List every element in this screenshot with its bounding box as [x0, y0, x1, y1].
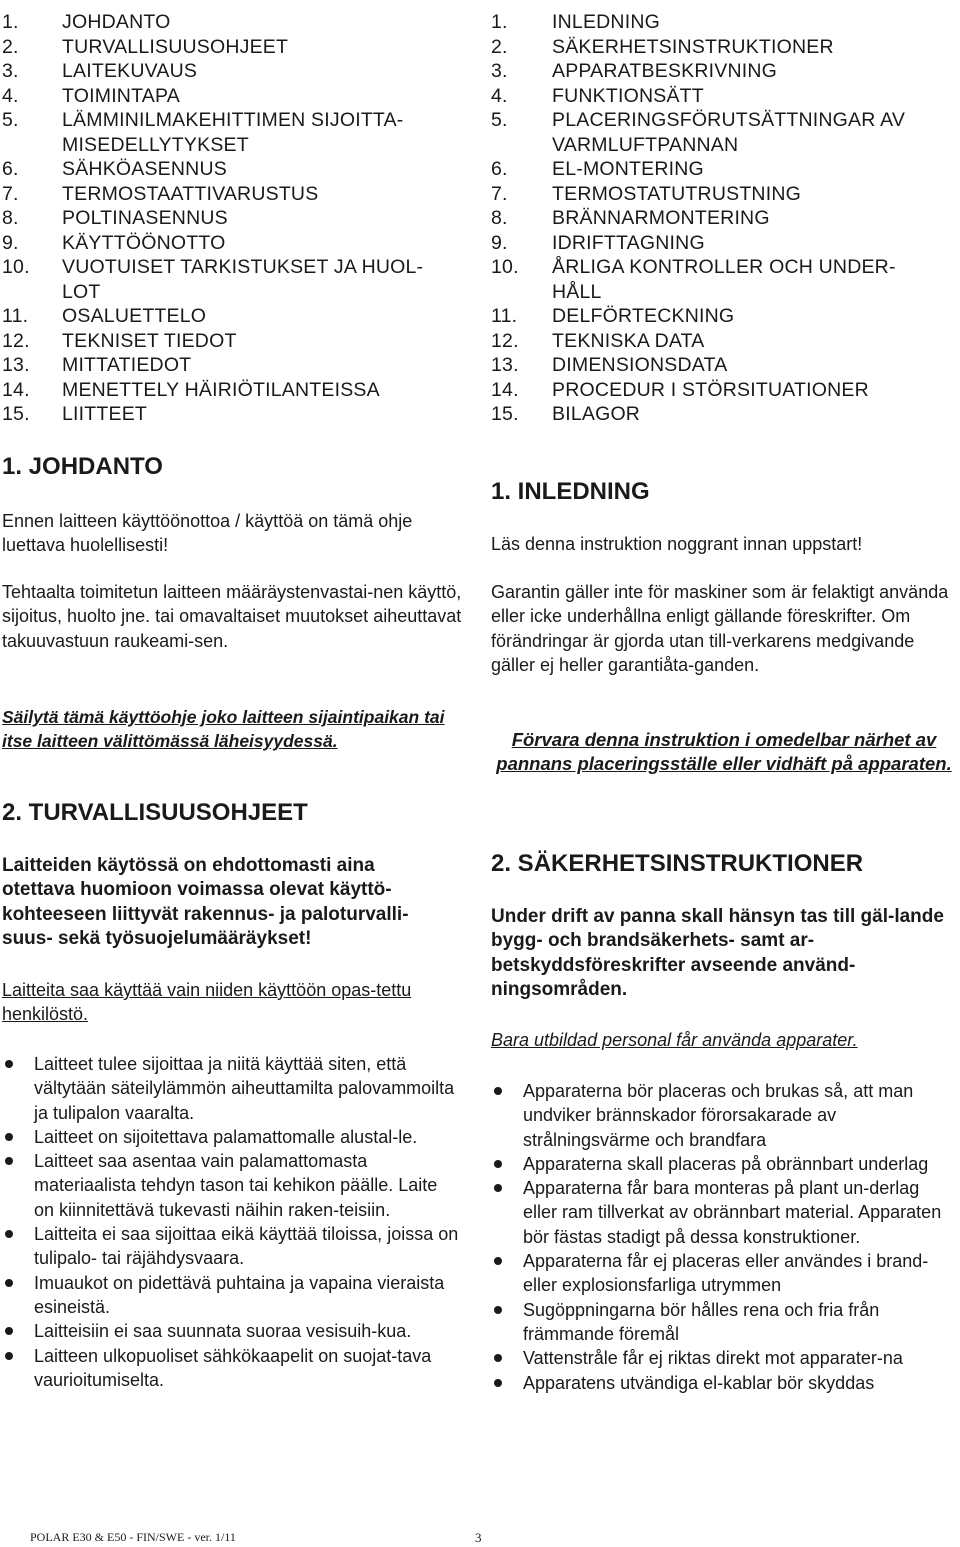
- trained-personnel-note: Bara utbildad personal får använda apparater.: [491, 1030, 858, 1050]
- toc-label: DIMENSIONSDATA: [552, 354, 728, 376]
- toc-number: 9.: [2, 231, 19, 254]
- toc-item: [491, 402, 905, 427]
- list-item: Apparaterna får bara monteras på plant un-derlag eller ram tillverkat av obrännbart material. Apparaten bör fästas stadigt på dessa konstruktioner.: [491, 1176, 953, 1249]
- toc-item: [491, 84, 905, 109]
- toc-number: 11.: [491, 305, 518, 327]
- toc-number: 5.: [2, 109, 19, 131]
- toc-item: [2, 353, 423, 378]
- toc-number: 2.: [491, 35, 508, 58]
- list-item: Imuaukot on pidettävä puhtaina ja vapaina vieraista esineistä.: [2, 1271, 462, 1320]
- list-item: Vattenstråle får ej riktas direkt mot apparater-na: [491, 1346, 953, 1370]
- list-item: Apparaterna får ej placeras eller användes i brand- eller explosionsfarliga utrymmen: [491, 1249, 953, 1298]
- toc-label: TEKNISKA DATA: [552, 329, 705, 352]
- toc-number: 8.: [491, 207, 508, 229]
- toc-item: [2, 231, 423, 256]
- toc-item: [2, 84, 423, 109]
- toc-number: 15.: [2, 403, 30, 425]
- toc-item: [491, 157, 905, 182]
- list-item: Apparaterna skall placeras på obrännbart underlag: [491, 1152, 953, 1176]
- footer-document-id: POLAR E30 & E50 - FIN/SWE - ver. 1/11: [30, 1530, 236, 1544]
- toc-item: [2, 182, 423, 207]
- list-item: Sugöppningarna bör hålles rena och fria från främmande föremål: [491, 1298, 953, 1347]
- safety-bullet-list: [2, 1052, 462, 1392]
- intro-paragraph: Ennen laitteen käyttöönottoa / käyttöä on tämä ohje luettava huolellisesti!: [2, 511, 413, 556]
- toc-label: FUNKTIONSÄTT: [552, 84, 704, 107]
- list-item: Laitteisiin ei saa suunnata suoraa vesisuih-kua.: [2, 1319, 462, 1343]
- toc-label: PROCEDUR I STÖRSITUATIONER: [552, 378, 869, 401]
- warranty-paragraph: Garantin gäller inte för maskiner som är felaktigt använda eller icke underhållna enligt gällande föreskrifter. Om förändringar är gjorda utan till-verkarens medgivande gäller ej heller garantiåta-ganden.: [491, 582, 949, 675]
- toc-label: SÄHKÖASENNUS: [62, 158, 227, 180]
- toc-label: BRÄNNARMONTERING: [552, 207, 770, 229]
- list-item: Laitteita ei saa sijoittaa eikä käyttää tiloissa, joissa on tulipalo- tai räjähdysvaara.: [2, 1222, 462, 1271]
- toc-number: 6.: [491, 158, 508, 180]
- section-heading-sakerhetsinstruktioner: 2. SÄKERHETSINSTRUKTIONER: [491, 850, 864, 877]
- trained-personnel-note: Laitteita saa käyttää vain niiden käyttöön opas-tettu henkilöstö.: [2, 980, 412, 1025]
- toc-number: 11.: [2, 305, 29, 327]
- toc-label: TERMOSTATUTRUSTNING: [552, 182, 801, 205]
- toc-item: [491, 206, 905, 231]
- toc-label: OSALUETTELO: [62, 305, 207, 327]
- toc-item: [2, 108, 423, 157]
- list-item: Apparaterna bör placeras och brukas så, att man undviker brännskador förorsakarade av strålningsvärme och brandfara: [491, 1079, 953, 1152]
- toc-number: 7.: [2, 182, 19, 205]
- toc-label: TERMOSTAATTIVARUSTUS: [62, 182, 319, 205]
- toc-item: [2, 59, 423, 84]
- storage-note: Säilytä tämä käyttöohje joko laitteen sijaintipaikan tai itse laitteen välittömässä läheisyydessä.: [2, 707, 445, 752]
- toc-number: 14.: [2, 378, 30, 401]
- toc-item: [491, 378, 905, 403]
- footer-page-number: 3: [475, 1530, 482, 1545]
- toc-item: [491, 59, 905, 84]
- list-item: Laitteet tulee sijoittaa ja niitä käyttää siten, että vältytään säteilylämmön aiheuttamilta palovammoilta ja tulipalon vaaralta.: [2, 1052, 462, 1125]
- toc-number: 10.: [2, 256, 30, 278]
- toc-label: SÄKERHETSINSTRUKTIONER: [552, 35, 834, 58]
- toc-label: TURVALLISUUSOHJEET: [62, 35, 289, 58]
- toc-number: 4.: [491, 84, 508, 107]
- toc-label: VUOTUISET TARKISTUKSET JA HUOL- LOT: [62, 256, 424, 303]
- toc-label: PLACERINGSFÖRUTSÄTTNINGAR AV VARMLUFTPANNAN: [552, 109, 906, 156]
- toc-label: INLEDNING: [552, 11, 660, 33]
- toc-item: [2, 378, 423, 403]
- toc-item: [491, 329, 905, 354]
- toc-label: JOHDANTO: [62, 11, 171, 33]
- toc-number: 5.: [491, 109, 508, 131]
- toc-number: 8.: [2, 207, 19, 229]
- toc-number: 1.: [2, 11, 19, 33]
- toc-number: 2.: [2, 35, 19, 58]
- toc-item: [2, 304, 423, 329]
- toc-item: [491, 108, 905, 157]
- warranty-paragraph: Tehtaalta toimitetun laitteen määräystenvastai-nen käyttö, sijoitus, huolto jne. tai omavaltaiset muutokset aiheuttavat takuuvastuun raukeami-sen.: [2, 582, 462, 651]
- toc-item: [491, 304, 905, 329]
- toc-label: KÄYTTÖÖNOTTO: [62, 231, 226, 254]
- section-heading-inledning: 1. INLEDNING: [491, 478, 650, 505]
- toc-number: 1.: [491, 11, 508, 33]
- toc-item: [2, 35, 423, 60]
- list-item: Laitteen ulkopuoliset sähkökaapelit on suojat-tava vaurioitumiselta.: [2, 1344, 462, 1393]
- toc-swedish: [491, 10, 905, 427]
- toc-label: LAITEKUVAUS: [62, 60, 198, 82]
- toc-item: [491, 231, 905, 256]
- toc-item: [491, 35, 905, 60]
- toc-number: 12.: [491, 329, 519, 352]
- toc-finnish: [2, 10, 423, 427]
- toc-item: [2, 402, 423, 427]
- toc-label: POLTINASENNUS: [62, 207, 228, 229]
- toc-label: LIITTEET: [62, 403, 148, 425]
- toc-label: DELFÖRTECKNING: [552, 305, 735, 327]
- toc-label: TOIMINTAPA: [62, 84, 180, 107]
- safety-bullet-list: [491, 1079, 953, 1395]
- toc-number: 4.: [2, 84, 19, 107]
- list-item: Laitteet on sijoitettava palamattomalle alustal-le.: [2, 1125, 462, 1149]
- storage-note: Förvara denna instruktion i omedelbar närhet av pannans placeringsställe eller vidhäft på apparaten.: [496, 729, 952, 775]
- toc-item: [2, 206, 423, 231]
- toc-item: [491, 255, 905, 304]
- list-item: Laitteet saa asentaa vain palamattomasta materiaalista tehdyn tason tai kehikon päälle. Laite on kiinnitettävä tukevasti näihin raken-teisiin.: [2, 1149, 462, 1222]
- toc-item: [2, 329, 423, 354]
- toc-number: 12.: [2, 329, 30, 352]
- toc-item: [2, 157, 423, 182]
- toc-item: [491, 10, 905, 35]
- toc-number: 3.: [2, 60, 19, 82]
- safety-regulations-text: Under drift av panna skall hänsyn tas till gäl-lande bygg- och brandsäkerhets- samt ar-betskyddsföreskrifter avseende använd-ningsområden.: [491, 906, 944, 1000]
- toc-label: EL-MONTERING: [552, 158, 704, 180]
- toc-label: BILAGOR: [552, 403, 641, 425]
- intro-paragraph: Läs denna instruktion noggrant innan uppstart!: [491, 534, 863, 554]
- list-item: Apparatens utvändiga el-kablar bör skyddas: [491, 1371, 953, 1395]
- toc-number: 14.: [491, 378, 519, 401]
- toc-number: 13.: [491, 354, 519, 376]
- section-heading-johdanto: 1. JOHDANTO: [2, 453, 163, 480]
- toc-item: [2, 10, 423, 35]
- toc-label: LÄMMINILMAKEHITTIMEN SIJOITTA- MISEDELLYTYKSET: [62, 109, 404, 156]
- toc-item: [491, 353, 905, 378]
- section-heading-turvallisuusohjeet: 2. TURVALLISUUSOHJEET: [2, 799, 308, 826]
- toc-number: 9.: [491, 231, 508, 254]
- toc-label: MITTATIEDOT: [62, 354, 192, 376]
- toc-label: MENETTELY HÄIRIÖTILANTEISSA: [62, 378, 380, 401]
- toc-number: 6.: [2, 158, 19, 180]
- toc-label: APPARATBESKRIVNING: [552, 60, 778, 82]
- toc-number: 7.: [491, 182, 508, 205]
- toc-label: TEKNISET TIEDOT: [62, 329, 237, 352]
- toc-number: 10.: [491, 256, 519, 278]
- toc-number: 3.: [491, 60, 508, 82]
- toc-label: ÅRLIGA KONTROLLER OCH UNDER- HÅLL: [552, 256, 896, 303]
- toc-number: 15.: [491, 403, 519, 425]
- toc-item: [491, 182, 905, 207]
- toc-label: IDRIFTTAGNING: [552, 231, 705, 254]
- safety-regulations-text: Laitteiden käytössä on ehdottomasti aina otettava huomioon voimassa olevat käyttö-kohteeseen liittyvät rakennus- ja paloturvalli-suus- sekä työsuojelumääräykset!: [2, 855, 409, 949]
- toc-item: [2, 255, 423, 304]
- toc-number: 13.: [2, 354, 30, 376]
